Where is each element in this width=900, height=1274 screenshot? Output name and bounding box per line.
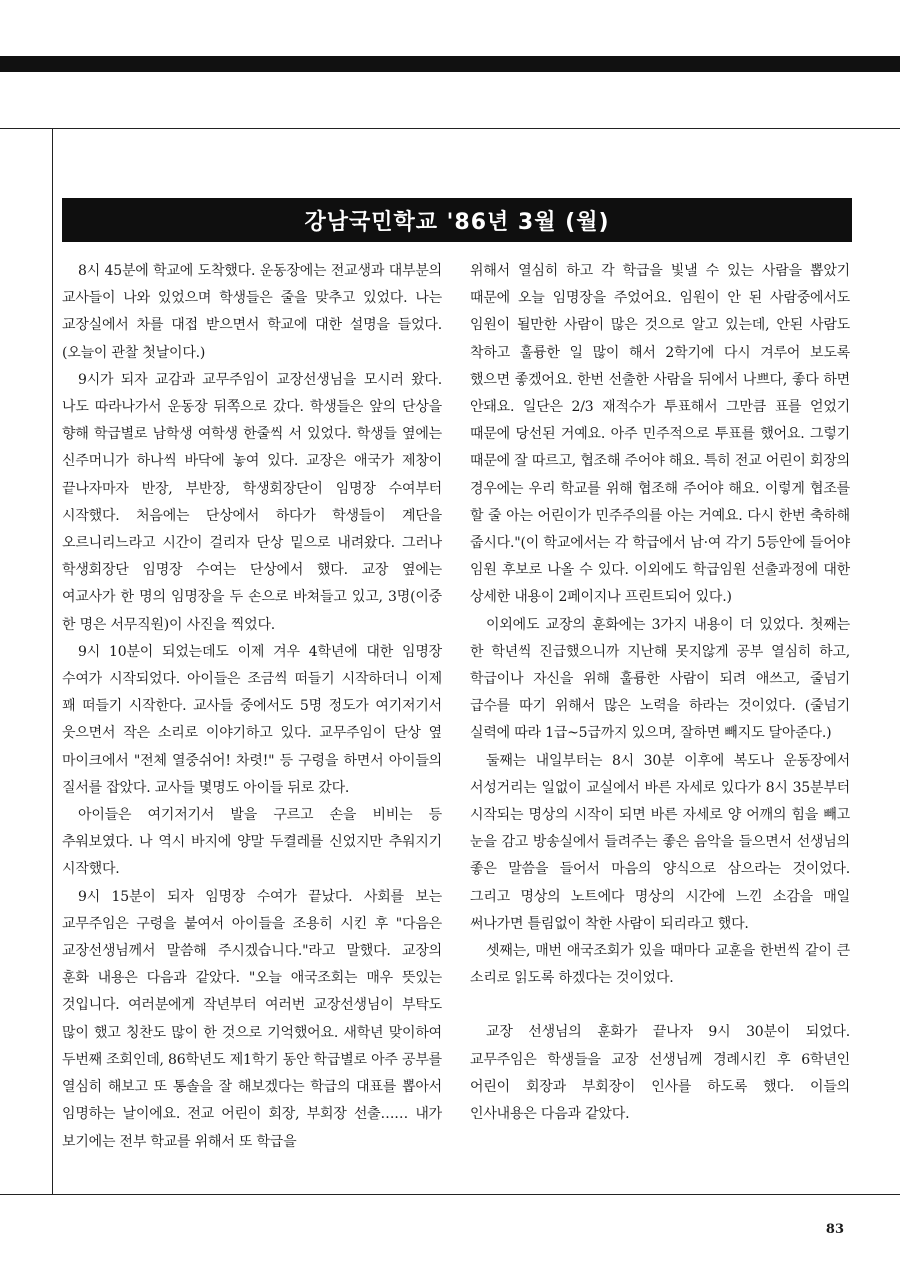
section-title-banner (62, 198, 852, 242)
paragraph: 아이들은 여기저기서 발을 구르고 손을 비비는 등 추워보였다. 나 역시 바지에 양말 두켤레를 신었지만 추워지기 시작했다. (62, 807, 442, 878)
frame-bottom-rule (0, 1194, 900, 1195)
paragraph: 셋째는, 매번 애국조회가 있을 때마다 교훈을 한번씩 같이 큰 소리로 읽도록 하겠다는 것이었다. (470, 943, 850, 987)
paragraph: 8시 45분에 학교에 도착했다. 운동장에는 전교생과 대부분의 교사들이 나와 있었으며 학생들은 줄을 맞추고 있었다. 나는 교장실에서 차를 대접 받으면서 학교에 대한 설명을 들었다. (오늘이 관찰 첫날이다.) (62, 263, 442, 361)
page-number: 83 (825, 1222, 844, 1237)
paragraph: 9시가 되자 교감과 교무주임이 교장선생님을 모시러 왔다. 나도 따라나가서 운동장 뒤쪽으로 갔다. 학생들은 앞의 단상을 향해 학급별로 남학생 여학생 한줄씩 서 있었다. 학생들 옆에는 신주머니가 하나씩 바닥에 놓여 있다. 교장은 애국가 제창이 끝나자마자 반장, 부반장, 학생회장단이 임명장 수여부터 시작했다. 처음에는 단상에서 하다가 학생들이 계단을 오르니리느라고 시간이 걸리자 단상 밑으로 내려왔다. 그러나 학생회장단 임명장 수여는 단상에서 했다. 교장 옆에는 여교사가 한 명의 임명장을 두 손으로 바쳐들고 있고, 3명(이중 한 명은 서무직원)이 사진을 찍었다. (62, 371, 442, 633)
top-decorative-bar (0, 56, 900, 72)
section-title: 강남국민학교 '86년 3월 (월) (304, 209, 610, 235)
paragraph: 위해서 열심히 하고 각 학급을 빛낼 수 있는 사람을 뽑았기 때문에 오늘 임명장을 주었어요. 임원이 안 된 사람중에서도 임원이 될만한 사람이 많은 것으로 알고 있는데, 안된 사람도 착하고 훌륭한 일 많이 해서 2학기에 다시 겨루어 보도록 했으면 좋겠어요. 한번 선출한 사람을 뒤에서 나쁘다, 좋다 하면 안돼요. 일단은 2/3 재적수가 투표해서 그만큼 표를 얻었기 때문에 당선된 거예요. 아주 민주적으로 투표를 했어요. 그렇기 때문에 잘 따르고, 협조해 주어야 해요. 특히 전교 어린이 회장의 경우에는 우리 학교를 위해 협조해 주어야 해요. 이렇게 협조를 할 줄 아는 어린이가 민주주의를 아는 거예요. 다시 한번 축하해 줍시다."(이 학교에서는 각 학급에서 남·여 각기 5등안에 들어야 임원 후보로 나올 수 있다. 이외에도 학급임원 선출과정에 대한 상세한 내용이 2페이지나 프린트되어 있다.) (470, 263, 850, 606)
left-text-column (62, 258, 442, 1156)
paragraph: 교장 선생님의 훈화가 끝나자 9시 30분이 되었다. 교무주임은 학생들을 교장 선생님께 경례시킨 후 6학년인 어린이 회장과 부회장이 인사를 하도록 했다. 이들의 인사내용은 다음과 같았다. (470, 1024, 850, 1123)
paragraph: 9시 15분이 되자 임명장 수여가 끝났다. 사회를 보는 교무주임은 구령을 붙여서 아이들을 조용히 시킨 후 "다음은 교장선생님께서 말씀해 주시겠습니다."라고 말했다. 교장의 훈화 내용은 다음과 같았다. "오늘 애국조회는 매우 뜻있는 것입니다. 여러분에게 작년부터 여러번 교장선생님이 부탁도 많이 했고 칭찬도 많이 한 것으로 기억했어요. 새학년 맞이하여 두번째 조회인데, 86학년도 제1학기 동안 학급별로 아주 공부를 열심히 해보고 또 통솔을 잘 해보겠다는 학급의 대표를 뽑아서 임명하는 날이에요. 전교 어린이 회장, 부회장 선출…… 내가 보기에는 전부 학교를 위해서 또 학급을 (62, 888, 442, 1150)
paragraph: 9시 10분이 되었는데도 이제 겨우 4학년에 대한 임명장 수여가 시작되었다. 아이들은 조금씩 떠들기 시작하더니 이제 꽤 떠들기 시작한다. 교사들 중에서도 5명 정도가 여기저기서 웃으면서 작은 소리로 이야기하고 있다. 교무주임이 단상 옆 마이크에서 "전체 열중쉬어! 차렷!" 등 구령을 하면서 아이들의 질서를 잡았다. 교사들 몇명도 아이들 뒤로 갔다. (62, 643, 442, 796)
paragraph: 이외에도 교장의 훈화에는 3가지 내용이 더 있었다. 첫째는 한 학년씩 진급했으니까 지난해 못지않게 공부 열심히 하고, 학급이나 자신을 위해 훌륭한 사람이 되려 애쓰고, 줄넘기 급수를 따기 위해서 많은 노력을 하라는 것이었다. (줄넘기 실력에 따라 1급~5급까지 있으며, 잘하면 빼지도 달아준다.) (470, 616, 850, 742)
paragraph: 둘째는 내일부터는 8시 30분 이후에 복도나 운동장에서 서성거리는 일없이 교실에서 바른 자세로 있다가 8시 35분부터 시작되는 명상의 시작이 되면 바른 자세로 양 어깨의 힘을 빼고 눈을 감고 방송실에서 들려주는 좋은 음악을 들으면서 선생님의 좋은 말씀을 들어서 마음의 양식으로 삼으라는 것이었다. 그리고 명상의 노트에다 명상의 시간에 느낀 소감을 매일 써나가면 틀림없이 착한 사람이 되리라고 했다. (470, 752, 850, 932)
right-text-column (470, 258, 850, 1128)
frame-top-rule (0, 128, 900, 129)
frame-left-rule (52, 128, 53, 1194)
